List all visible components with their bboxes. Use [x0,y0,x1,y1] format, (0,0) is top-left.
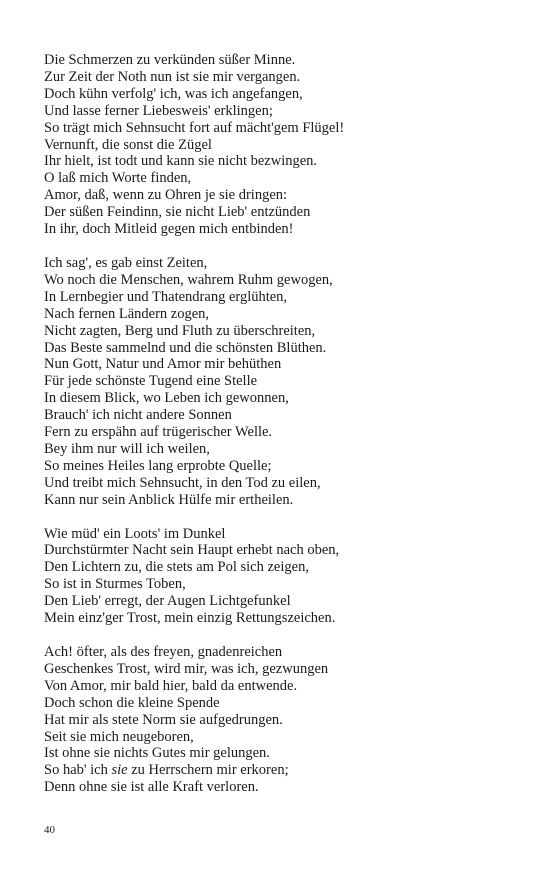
poem-line: Und lasse ferner Liebesweis' erklingen; [44,102,273,119]
poem-text [44,52,524,796]
poem-line: Den Lieb' erregt, der Augen Lichtgefunkel [44,593,291,610]
poem-line: Mein einz'ger Trost, mein einzig Rettungszeichen. [44,610,336,627]
poem-line: Wo noch die Menschen, wahrem Ruhm gewogen, [44,271,333,288]
poem-line: Ihr hielt, ist todt und kann sie nicht bezwingen. [44,153,318,170]
poem-line: In Lernbegier und Thatendrang erglühten, [44,288,288,305]
poem-line: Amor, daß, wenn zu Ohren je sie dringen: [44,187,288,204]
poem-line: So meines Heiles lang erprobte Quelle; [44,457,272,474]
poem-line: Ich sag', es gab einst Zeiten, [44,254,208,271]
emphasized-word: sie [111,762,128,779]
poem-line: Wie müd' ein Loots' im Dunkel [44,525,226,542]
poem-line: Fern zu erspähn auf trügerischer Welle. [44,424,273,441]
poem-line: O laß mich Worte finden, [44,170,192,187]
poem-line: Nicht zagten, Berg und Fluth zu überschreiten, [44,322,316,339]
poem-line: Vernunft, die sonst die Zügel [44,136,212,153]
poem-line: Doch kühn verfolg' ich, was ich angefangen, [44,85,303,102]
poem-line: Die Schmerzen zu verkünden süßer Minne. [44,52,296,68]
poem-line: Kann nur sein Anblick Hülfe mir ertheilen. [44,491,294,508]
poem-line: Der süßen Feindinn, sie nicht Lieb' entzünden [44,204,311,221]
poem-line: Bey ihm nur will ich weilen, [44,440,210,457]
poem-line: Ist ohne sie nichts Gutes mir gelungen. [44,745,270,762]
poem-line: So hab' ich sie zu Herrschern mir erkoren; [44,762,289,779]
stanza [44,255,524,509]
stanza [44,52,524,238]
stanza [44,526,524,627]
poem-line: Das Beste sammelnd und die schönsten Blüthen. [44,339,327,356]
stanza [44,644,524,796]
poem-line: Zur Zeit der Noth nun ist sie mir vergangen. [44,68,301,85]
poem-line: Geschenkes Trost, wird mir, was ich, gezwungen [44,660,329,677]
poem-line: Von Amor, mir bald hier, bald da entwende. [44,677,298,694]
poem-line: Hat mir als stete Norm sie aufgedrungen. [44,711,283,728]
page-number: 40 [44,824,55,836]
poem-line: So trägt mich Sehnsucht fort auf mächt'gem Flügel! [44,119,345,136]
poem-line: Nun Gott, Natur und Amor mir behüthen [44,356,282,373]
poem-line: Doch schon die kleine Spende [44,694,220,711]
poem-line: In ihr, doch Mitleid gegen mich entbinden! [44,221,294,238]
poem-line: In diesem Blick, wo Leben ich gewonnen, [44,390,289,407]
poem-line: Den Lichtern zu, die stets am Pol sich zeigen, [44,559,309,576]
poem-line: Seit sie mich neugeboren, [44,728,194,745]
poem-line: Und treibt mich Sehnsucht, in den Tod zu eilen, [44,474,321,491]
poem-line: Nach fernen Ländern zogen, [44,305,210,322]
poem-line: Brauch' ich nicht andere Sonnen [44,407,232,424]
poem-line: Ach! öfter, als des freyen, gnadenreichen [44,644,283,660]
poem-line: Denn ohne sie ist alle Kraft verloren. [44,779,259,796]
poem-line: So ist in Sturmes Toben, [44,576,186,593]
poem-line: Für jede schönste Tugend eine Stelle [44,373,258,390]
poem-line: Durchstürmter Nacht sein Haupt erhebt nach oben, [44,542,340,559]
